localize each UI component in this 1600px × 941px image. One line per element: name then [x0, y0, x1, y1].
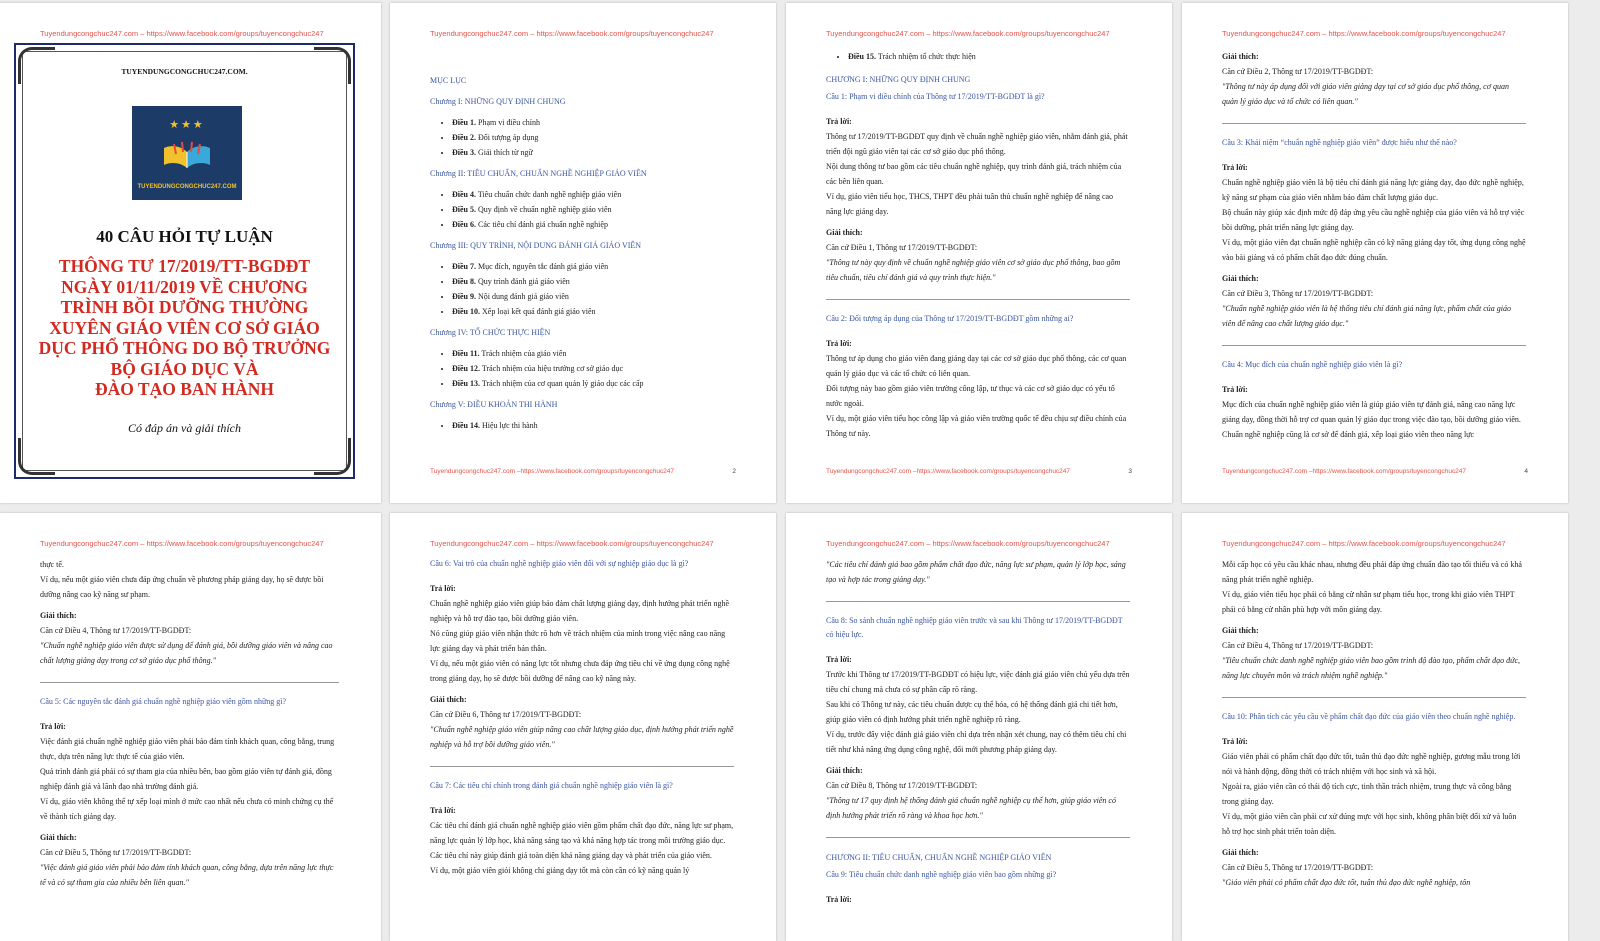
answer-text: Các tiêu chí này giúp đánh giá toàn diện khả năng giảng dạy và phát triển của giáo viên. — [430, 851, 712, 860]
toc-item[interactable]: • Điều 15. Trách nhiệm tổ chức thực hiện — [848, 49, 1130, 64]
quote-text: "Chuẩn nghề nghiệp giáo viên được sử dụng để đánh giá, bồi dưỡng giáo viên và nâng cao chất lượng giảng dạy trong cơ sở giáo dục phổ thông." — [40, 641, 333, 665]
page-header: Tuyendungcongchuc247.com – https://www.facebook.com/groups/tuyencongchuc247 — [826, 29, 1110, 38]
answer-text: Chuẩn nghề nghiệp giáo viên là bộ tiêu chí đánh giá năng lực giảng dạy, đạo đức nghề nghiệp, kỹ năng sư phạm của giáo viên nhằm bảo đảm chất lượng giáo dục. — [1222, 178, 1524, 202]
toc-chapter-1[interactable]: Chương I: NHỮNG QUY ĐỊNH CHUNG — [430, 97, 566, 106]
toc-chapter-2[interactable]: Chương II: TIÊU CHUẨN, CHUẨN NGHỀ NGHIỆP GIÁO VIÊN — [430, 169, 647, 178]
page-header: Tuyendungcongchuc247.com – https://www.facebook.com/groups/tuyencongchuc247 — [40, 29, 324, 38]
explain-label: Giải thích: — [826, 228, 863, 237]
answer-text: Các tiêu chí đánh giá chuẩn nghề nghiệp giáo viên gồm phẩm chất đạo đức, năng lực sư phạm, năng lực quản lý lớp học, khả năng sáng tạo và khả năng hợp tác trong môi trường giáo dục. — [430, 821, 734, 845]
basis-text: Căn cứ Điều 4, Thông tư 17/2019/TT-BGDĐT: — [40, 626, 192, 635]
basis-text: Căn cứ Điều 8, Thông tư 17/2019/TT-BGDĐT: — [826, 781, 978, 790]
toc-item[interactable]: • Điều 12. Trách nhiệm của hiệu trưởng cơ sở giáo dục — [452, 361, 734, 376]
body-text: Ví dụ, giáo viên tiểu học phải có bằng cử nhân sư phạm tiểu học, trong khi giáo viên THPT phải có bằng cử nhân phù hợp với môn giảng dạy. — [1222, 590, 1515, 614]
cover-title: 40 CÂU HỎI TỰ LUẬN — [96, 227, 273, 246]
quote-text: "Các tiêu chí đánh giá bao gồm phẩm chất đạo đức, năng lực sư phạm, quản lý lớp học, sáng tạo và hợp tác trong giảng dạy." — [826, 560, 1126, 584]
toc-item[interactable]: • Điều 4. Tiêu chuẩn chức danh nghề nghiệp giáo viên — [452, 187, 734, 202]
toc-item[interactable]: • Điều 3. Giải thích từ ngữ — [452, 145, 734, 160]
question-heading: Câu 8: So sánh chuẩn nghề nghiệp giáo viên trước và sau khi Thông tư 17/2019/TT-BGDĐT có hiệu lực. — [826, 616, 1123, 639]
ornament-corner-icon — [18, 438, 55, 475]
answer-text: Giáo viên phải có phẩm chất đạo đức tốt, tuân thủ đạo đức nghề nghiệp, gương mẫu trong lời nói và hành động, đồng thời có trách nhiệm với học sinh và xã hội. — [1222, 752, 1521, 776]
answer-text: Thông tư 17/2019/TT-BGDĐT quy định về chuẩn nghề nghiệp giáo viên, nhằm đánh giá, phát triển đội ngũ giáo viên tại các cơ sở giáo dục phổ thông. — [826, 132, 1128, 156]
toc-item[interactable]: • Điều 14. Hiệu lực thi hành — [452, 418, 734, 433]
divider — [430, 766, 734, 767]
page-header: Tuyendungcongchuc247.com – https://www.facebook.com/groups/tuyencongchuc247 — [430, 29, 714, 38]
page-header: Tuyendungcongchuc247.com – https://www.facebook.com/groups/tuyencongchuc247 — [1222, 539, 1506, 548]
page-number: 4 — [1524, 468, 1528, 475]
answer-label: Trả lời: — [40, 722, 66, 731]
quote-text: "Thông tư này áp dụng đối với giáo viên giảng dạy tại cơ sở giáo dục phổ thông, cơ quan quản lý giáo dục và tổ chức có liên quan." — [1222, 82, 1509, 106]
cover-frame — [14, 43, 355, 479]
quote-text: "Việc đánh giá giáo viên phải bảo đảm tính khách quan, công bằng, dựa trên năng lực thực tế và có sự tham gia của nhiều bên liên quan." — [40, 863, 334, 887]
answer-label: Trả lời: — [1222, 385, 1248, 394]
cover-note: Có đáp án và giải thích — [128, 421, 241, 435]
question-heading: Câu 5: Các nguyên tắc đánh giá chuẩn nghề nghiệp giáo viên gồm những gì? — [40, 697, 287, 706]
chapter-heading: CHƯƠNG II: TIÊU CHUẨN, CHUẨN NGHỀ NGHIỆP GIÁO VIÊN — [826, 853, 1052, 862]
page-6 — [390, 513, 776, 941]
page-number: 2 — [732, 468, 736, 475]
toc-item[interactable]: • Điều 10. Xếp loại kết quả đánh giá giáo viên — [452, 304, 734, 319]
answer-text: Ngoài ra, giáo viên cần có thái độ tích cực, tinh thần trách nhiệm, trung thực và công bằng trong giảng dạy. — [1222, 782, 1512, 806]
page-header: Tuyendungcongchuc247.com – https://www.facebook.com/groups/tuyencongchuc247 — [1222, 29, 1506, 38]
answer-text: Chuẩn nghề nghiệp giáo viên giúp bảo đảm chất lượng giảng dạy, định hướng phát triển nghề nghiệp và hỗ trợ đào tạo, bồi dưỡng giáo viên. — [430, 599, 729, 623]
toc-item[interactable]: • Điều 2. Đối tượng áp dụng — [452, 130, 734, 145]
toc-item[interactable]: • Điều 6. Các tiêu chí đánh giá chuẩn nghề nghiệp — [452, 217, 734, 232]
logo-text: TUYENDUNGCONGCHUC247.COM — [137, 184, 237, 190]
answer-text: Thông tư áp dụng cho giáo viên đang giảng dạy tại các cơ sở giáo dục phổ thông, các cơ quan quản lý giáo dục và các tổ chức có liên quan. — [826, 354, 1127, 378]
quote-text: "Chuẩn nghề nghiệp giáo viên giúp nâng cao chất lượng giáo dục, định hướng phát triển nghề nghiệp và hỗ trợ bồi dưỡng giáo viên." — [430, 725, 734, 749]
quote-text: "Tiêu chuẩn chức danh nghề nghiệp giáo viên bao gồm trình độ đào tạo, phẩm chất đạo đức, năng lực chuyên môn và trách nhiệm nghề nghiệp." — [1222, 656, 1521, 680]
basis-text: Căn cứ Điều 3, Thông tư 17/2019/TT-BGDĐT: — [1222, 289, 1374, 298]
basis-text: Căn cứ Điều 2, Thông tư 17/2019/TT-BGDĐT: — [1222, 67, 1374, 76]
divider — [40, 682, 339, 683]
logo — [132, 106, 242, 200]
body-text: Ví dụ, nếu một giáo viên chưa đáp ứng chuẩn về phương pháp giảng dạy, họ sẽ được bồi dưỡng nâng cao kỹ năng sư phạm. — [40, 575, 324, 599]
question-heading: Câu 9: Tiêu chuẩn chức danh nghề nghiệp giáo viên bao gồm những gì? — [826, 870, 1057, 879]
answer-label: Trả lời: — [826, 655, 852, 664]
explain-label: Giải thích: — [40, 611, 77, 620]
toc-list — [430, 115, 734, 160]
answer-text: Ví dụ, một giáo viên tiểu học công lập và giáo viên trường quốc tế đều chịu sự điều chỉnh của Thông tư này. — [826, 414, 1127, 438]
explain-label: Giải thích: — [1222, 274, 1259, 283]
explain-label: Giải thích: — [826, 766, 863, 775]
question-heading: Câu 10: Phân tích các yêu cầu về phẩm chất đạo đức của giáo viên theo chuẩn nghề nghiệp. — [1222, 712, 1516, 721]
answer-label: Trả lời: — [430, 806, 456, 815]
question-heading: Câu 7: Các tiêu chí chính trong đánh giá chuẩn nghề nghiệp giáo viên là gì? — [430, 781, 673, 790]
page-4 — [1182, 3, 1568, 503]
answer-label: Trả lời: — [826, 339, 852, 348]
toc-list — [430, 418, 734, 433]
question-heading: Câu 6: Vai trò của chuẩn nghề nghiệp giáo viên đối với sự nghiệp giáo dục là gì? — [430, 559, 689, 568]
answer-text: Nội dung thông tư bao gồm các tiêu chuẩn nghề nghiệp, quy trình đánh giá, trách nhiệm của các bên liên quan. — [826, 162, 1122, 186]
body-text: Mỗi cấp học có yêu cầu khác nhau, nhưng đều phải đáp ứng chuẩn đào tạo tối thiểu và có khả năng phát triển nghề nghiệp. — [1222, 560, 1522, 584]
divider — [826, 299, 1130, 300]
answer-text: Ví dụ, giáo viên tiểu học, THCS, THPT đều phải tuân thủ chuẩn nghề nghiệp để nâng cao năng lực giảng dạy. — [826, 192, 1114, 216]
answer-label: Trả lời: — [430, 584, 456, 593]
divider — [1222, 123, 1526, 124]
answer-text: Quá trình đánh giá phải có sự tham gia của nhiều bên, bao gồm giáo viên tự đánh giá, đồng nghiệp đánh giá và lãnh đạo nhà trường đánh giá. — [40, 767, 332, 791]
page-header: Tuyendungcongchuc247.com – https://www.facebook.com/groups/tuyencongchuc247 — [40, 539, 324, 548]
explain-label: Giải thích: — [430, 695, 467, 704]
ornament-corner-icon — [314, 47, 351, 84]
toc-list — [826, 49, 1130, 64]
cover-subtitle: THÔNG TƯ 17/2019/TT-BGDĐT NGÀY 01/11/2019 VỀ CHƯƠNG TRÌNH BỒI DƯỠNG THƯỜNG XUYÊN GIÁO VIÊN CƠ SỞ GIÁO DỤC PHỔ THÔNG DO BỘ TRƯỞNG BỘ GIÁO DỤC VÀ ĐÀO TẠO BAN HÀNH — [38, 256, 331, 399]
toc-title: MỤC LỤC — [430, 76, 467, 85]
explain-label: Giải thích: — [1222, 848, 1259, 857]
answer-text: Nó cũng giúp giáo viên nhận thức rõ hơn về trách nhiệm của mình trong việc nâng cao năng lực giảng dạy và phát triển bản thân. — [430, 629, 726, 653]
answer-label: Trả lời: — [826, 895, 852, 904]
explain-label: Giải thích: — [1222, 626, 1259, 635]
toc-item[interactable]: • Điều 11. Trách nhiệm của giáo viên — [452, 346, 734, 361]
answer-label: Trả lời: — [1222, 163, 1248, 172]
basis-text: Căn cứ Điều 5, Thông tư 17/2019/TT-BGDĐT: — [40, 848, 192, 857]
page-number: 3 — [1128, 468, 1132, 475]
page-footer: Tuyendungcongchuc247.com –https://www.facebook.com/groups/tuyencongchuc247 — [430, 468, 675, 475]
answer-label: Trả lời: — [826, 117, 852, 126]
basis-text: Căn cứ Điều 6, Thông tư 17/2019/TT-BGDĐT: — [430, 710, 582, 719]
quote-text: "Chuẩn nghề nghiệp giáo viên là hệ thống tiêu chí đánh giá năng lực, phẩm chất của giáo viên để nâng cao chất lượng giáo dục." — [1222, 304, 1512, 328]
explain-label: Giải thích: — [40, 833, 77, 842]
divider — [826, 601, 1130, 602]
toc-chapter-5[interactable]: Chương V: ĐIỀU KHOẢN THI HÀNH — [430, 400, 558, 409]
question-heading: Câu 3: Khái niệm “chuẩn nghề nghiệp giáo viên” được hiểu như thế nào? — [1222, 138, 1457, 147]
divider — [826, 837, 1130, 838]
toc-item[interactable]: • Điều 7. Mục đích, nguyên tắc đánh giá giáo viên — [452, 259, 734, 274]
answer-text: Chuẩn nghề nghiệp cũng là cơ sở để đánh giá, xếp loại giáo viên theo năng lực — [1222, 430, 1475, 439]
ornament-corner-icon — [18, 47, 55, 84]
page-1-cover — [0, 3, 381, 503]
basis-text: Căn cứ Điều 1, Thông tư 17/2019/TT-BGDĐT: — [826, 243, 978, 252]
body-text: thực tế. — [40, 560, 64, 569]
page-8 — [1182, 513, 1568, 941]
divider — [1222, 697, 1526, 698]
question-heading: Câu 4: Mục đích của chuẩn nghề nghiệp giáo viên là gì? — [1222, 360, 1403, 369]
toc-item[interactable]: • Điều 8. Quy trình đánh giá giáo viên — [452, 274, 734, 289]
answer-text: Ví dụ, một giáo viên đạt chuẩn nghề nghiệp cần có kỹ năng giảng dạy tốt, ứng dụng công nghệ vào bài giảng và có phẩm chất đạo đức đúng chuẩn. — [1222, 238, 1526, 262]
toc-chapter-4[interactable]: Chương IV: TỔ CHỨC THỰC HIỆN — [430, 328, 551, 337]
toc-item[interactable]: • Điều 1. Phạm vi điều chỉnh — [452, 115, 734, 130]
question-heading: Câu 1: Phạm vi điều chỉnh của Thông tư 17/2019/TT-BGDĐT là gì? — [826, 92, 1045, 101]
answer-text: Ví dụ, một giáo viên cần phải cư xử đúng mực với học sinh, không phân biệt đối xử và luôn hỗ trợ học sinh phát triển toàn diện. — [1222, 812, 1517, 836]
divider — [1222, 345, 1526, 346]
answer-text: Bộ chuẩn này giúp xác định mức độ đáp ứng yêu cầu nghề nghiệp của giáo viên và hỗ trợ việc bồi dưỡng, phát triển năng lực giảng dạy. — [1222, 208, 1525, 232]
basis-text: Căn cứ Điều 5, Thông tư 17/2019/TT-BGDĐT: — [1222, 863, 1374, 872]
chapter-heading: CHƯƠNG I: NHỮNG QUY ĐỊNH CHUNG — [826, 75, 971, 84]
toc-list — [430, 187, 734, 232]
toc-list — [430, 346, 734, 391]
explain-label: Giải thích: — [1222, 52, 1259, 61]
ornament-corner-icon — [314, 438, 351, 475]
toc-item[interactable]: • Điều 9. Nội dung đánh giá giáo viên — [452, 289, 734, 304]
answer-text: Ví dụ, giáo viên không thể tự xếp loại mình ở mức cao nhất nếu chưa có minh chứng cụ thể về thành tích giảng dạy. — [40, 797, 334, 821]
answer-label: Trả lời: — [1222, 737, 1248, 746]
answer-text: Ví dụ, một giáo viên giỏi không chỉ giảng dạy tốt mà còn cần có kỹ năng quản lý — [430, 866, 690, 875]
page-7 — [786, 513, 1172, 941]
page-footer: Tuyendungcongchuc247.com –https://www.facebook.com/groups/tuyencongchuc247 — [826, 468, 1071, 475]
toc-list — [430, 259, 734, 319]
toc-item[interactable]: • Điều 5. Quy định về chuẩn nghề nghiệp giáo viên — [452, 202, 734, 217]
page-5 — [0, 513, 381, 941]
question-heading: Câu 2: Đối tượng áp dụng của Thông tư 17/2019/TT-BGDĐT gồm những ai? — [826, 314, 1074, 323]
answer-text: Trước khi Thông tư 17/2019/TT-BGDĐT có hiệu lực, việc đánh giá giáo viên chủ yếu dựa trên tiêu chí chung mà chưa có sự phân cấp rõ ràng. — [826, 670, 1130, 694]
answer-text: Việc đánh giá chuẩn nghề nghiệp giáo viên phải bảo đảm tính khách quan, công bằng, trung thực, dựa trên năng lực thực tế của giáo viên. — [40, 737, 335, 761]
basis-text: Căn cứ Điều 4, Thông tư 17/2019/TT-BGDĐT: — [1222, 641, 1374, 650]
page-3 — [786, 3, 1172, 503]
quote-text: "Thông tư này quy định về chuẩn nghề nghiệp giáo viên cơ sở giáo dục phổ thông, bao gồm tiêu chuẩn, tiêu chí đánh giá và quy trình thực hiện." — [826, 258, 1121, 282]
answer-text: Sau khi có Thông tư này, các tiêu chuẩn được cụ thể hóa, có hệ thống đánh giá chi tiết hơn, giúp giáo viên có định hướng phát triển nghề nghiệp rõ ràng. — [826, 700, 1118, 724]
quote-text: "Thông tư 17 quy định hệ thống đánh giá chuẩn nghề nghiệp cụ thể hơn, giúp giáo viên có định hướng phát triển rõ ràng và khoa học hơn." — [826, 796, 1116, 820]
toc-item[interactable]: • Điều 13. Trách nhiệm của cơ quan quản lý giáo dục các cấp — [452, 376, 734, 391]
page-header: Tuyendungcongchuc247.com – https://www.facebook.com/groups/tuyencongchuc247 — [430, 539, 714, 548]
answer-text: Ví dụ, trước đây việc đánh giá giáo viên chỉ dựa trên nhận xét chung, nay có thêm tiêu chí chi tiết như khả năng ứng dụng công nghệ, đổi mới phương pháp giảng dạy. — [826, 730, 1127, 754]
open-book-icon — [162, 140, 212, 172]
page-footer: Tuyendungcongchuc247.com –https://www.facebook.com/groups/tuyencongchuc247 — [1222, 468, 1467, 475]
answer-text: Ví dụ, nếu một giáo viên có năng lực tốt nhưng chưa đáp ứng tiêu chí về ứng dụng công nghệ trong giảng dạy, họ sẽ được bồi dưỡng để nâng cao kỹ năng này. — [430, 659, 730, 683]
answer-text: Đối tượng này bao gồm giáo viên trường công lập, tư thục và các cơ sở giáo dục có yếu tố nước ngoài. — [826, 384, 1115, 408]
toc-chapter-3[interactable]: Chương III: QUY TRÌNH, NỘI DUNG ĐÁNH GIÁ GIÁO VIÊN — [430, 241, 642, 250]
quote-text: "Giáo viên phải có phẩm chất đạo đức tốt, tuân thủ đạo đức nghề nghiệp, tôn — [1222, 878, 1471, 887]
stars-icon: ★★★ — [169, 119, 205, 131]
answer-text: Mục đích của chuẩn nghề nghiệp giáo viên là giúp giáo viên tự đánh giá, nâng cao năng lực giảng dạy, đồng thời hỗ trợ cơ quan quản lý giáo dục trong việc đào tạo, bồi dưỡng giáo viên. — [1222, 400, 1521, 424]
cover-site-name: TUYENDUNGCONGCHUC247.COM. — [121, 67, 248, 76]
page-2-toc — [390, 3, 776, 503]
page-header: Tuyendungcongchuc247.com – https://www.facebook.com/groups/tuyencongchuc247 — [826, 539, 1110, 548]
